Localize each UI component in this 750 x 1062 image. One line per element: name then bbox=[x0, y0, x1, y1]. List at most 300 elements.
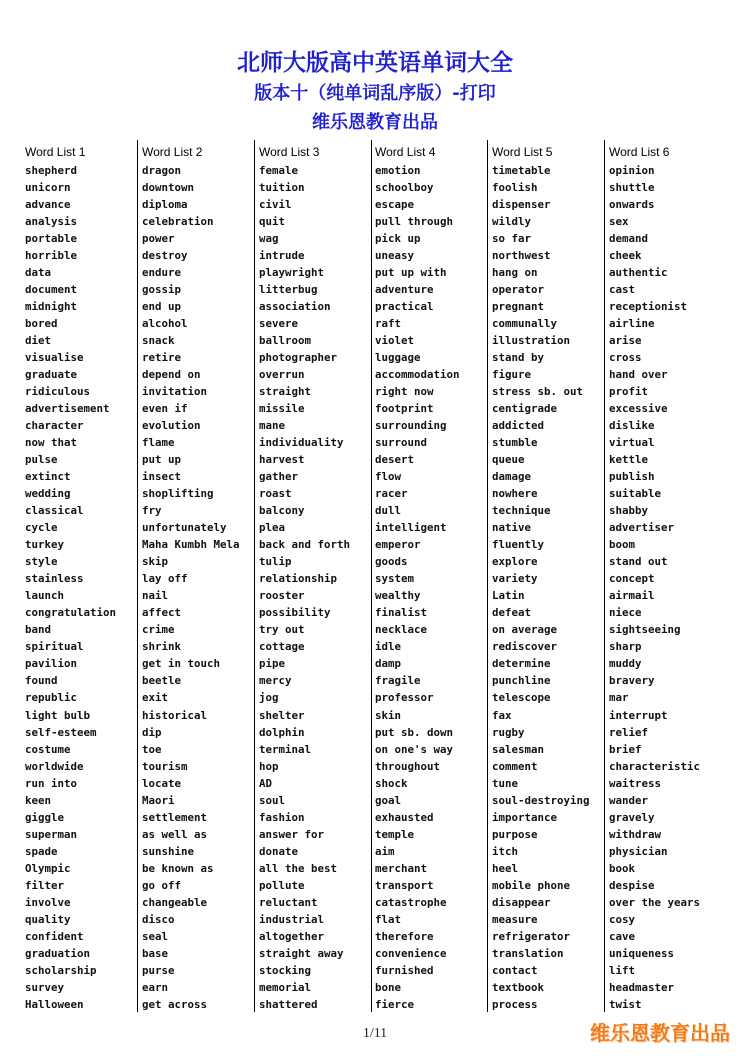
word-item: shoplifting bbox=[142, 487, 214, 501]
word-item: quality bbox=[25, 912, 71, 926]
word-item: altogether bbox=[259, 929, 325, 943]
word-item: textbook bbox=[492, 980, 545, 994]
word-item: stand out bbox=[609, 555, 668, 569]
word-item: put up bbox=[142, 453, 182, 467]
word-item: filter bbox=[25, 878, 65, 892]
word-item: disco bbox=[142, 912, 175, 926]
word-item: sightseeing bbox=[609, 623, 681, 637]
word-item: idle bbox=[375, 640, 402, 654]
word-item: illustration bbox=[492, 334, 571, 348]
word-item: itch bbox=[492, 844, 519, 858]
word-item: individuality bbox=[259, 436, 344, 450]
word-item: now that bbox=[25, 436, 78, 450]
word-item: earn bbox=[142, 980, 169, 994]
word-item: shrink bbox=[142, 640, 182, 654]
word-item: republic bbox=[25, 691, 78, 705]
word-item: hand over bbox=[609, 368, 668, 382]
word-item: wedding bbox=[25, 487, 71, 501]
word-item: profit bbox=[609, 385, 649, 399]
word-item: shelter bbox=[259, 708, 305, 722]
word-item: reluctant bbox=[259, 895, 318, 909]
word-item: virtual bbox=[609, 436, 655, 450]
word-item: desert bbox=[375, 453, 415, 467]
word-item: cast bbox=[609, 283, 636, 297]
word-item: character bbox=[25, 419, 84, 433]
word-item: stainless bbox=[25, 572, 84, 586]
word-item: pollute bbox=[259, 878, 305, 892]
word-item: system bbox=[375, 572, 415, 586]
word-item: tourism bbox=[142, 759, 188, 773]
word-item: locate bbox=[142, 776, 182, 790]
document-title: 北师大版高中英语单词大全 bbox=[237, 50, 513, 76]
word-item: shuttle bbox=[609, 181, 655, 195]
word-item: surrounding bbox=[375, 419, 447, 433]
word-item: put up with bbox=[375, 266, 447, 280]
word-item: tuition bbox=[259, 181, 305, 195]
word-item: soul bbox=[259, 793, 286, 807]
word-item: relationship bbox=[259, 572, 338, 586]
word-item: boom bbox=[609, 538, 636, 552]
word-item: skip bbox=[142, 555, 169, 569]
word-item: mar bbox=[609, 691, 629, 705]
word-item: balcony bbox=[259, 504, 305, 518]
word-item: emperor bbox=[375, 538, 421, 552]
word-list-column bbox=[375, 140, 488, 1012]
word-item: graduate bbox=[25, 368, 78, 382]
word-item: superman bbox=[25, 827, 78, 841]
word-item: surround bbox=[375, 436, 428, 450]
word-item: raft bbox=[375, 317, 402, 331]
word-item: airmail bbox=[609, 589, 655, 603]
word-item: exhausted bbox=[375, 810, 434, 824]
word-item: disappear bbox=[492, 895, 551, 909]
word-item: technique bbox=[492, 504, 551, 518]
word-item: flow bbox=[375, 470, 402, 484]
word-item: light bulb bbox=[25, 708, 91, 722]
word-item: interrupt bbox=[609, 708, 668, 722]
word-item: therefore bbox=[375, 929, 434, 943]
word-item: operator bbox=[492, 283, 545, 297]
word-item: horrible bbox=[25, 249, 78, 263]
word-item: refrigerator bbox=[492, 929, 571, 943]
word-item: fry bbox=[142, 504, 162, 518]
word-item: necklace bbox=[375, 623, 428, 637]
word-item: adventure bbox=[375, 283, 434, 297]
word-item: hop bbox=[259, 759, 279, 773]
word-list-title: Word List 4 bbox=[375, 145, 436, 159]
word-item: unfortunately bbox=[142, 521, 227, 535]
word-item: retire bbox=[142, 351, 182, 365]
word-item: invitation bbox=[142, 385, 208, 399]
word-list-title: Word List 6 bbox=[609, 145, 670, 159]
word-item: industrial bbox=[259, 912, 325, 926]
word-item: fragile bbox=[375, 674, 421, 688]
word-item: explore bbox=[492, 555, 538, 569]
word-item: keen bbox=[25, 793, 52, 807]
word-item: Halloween bbox=[25, 997, 84, 1011]
word-item: bone bbox=[375, 980, 402, 994]
word-item: settlement bbox=[142, 810, 208, 824]
word-item: celebration bbox=[142, 215, 214, 229]
word-item: answer for bbox=[259, 827, 325, 841]
word-item: addicted bbox=[492, 419, 545, 433]
word-item: escape bbox=[375, 198, 415, 212]
word-item: gossip bbox=[142, 283, 182, 297]
word-item: try out bbox=[259, 623, 305, 637]
word-item: overrun bbox=[259, 368, 305, 382]
word-list-column bbox=[259, 140, 372, 1012]
word-item: unicorn bbox=[25, 181, 71, 195]
word-list-column bbox=[492, 140, 605, 1012]
word-item: on one's way bbox=[375, 742, 454, 756]
word-item: historical bbox=[142, 708, 208, 722]
word-item: translation bbox=[492, 946, 564, 960]
word-item: nail bbox=[142, 589, 169, 603]
word-item: headmaster bbox=[609, 980, 675, 994]
word-item: go off bbox=[142, 878, 182, 892]
word-item: bored bbox=[25, 317, 58, 331]
word-item: sex bbox=[609, 215, 629, 229]
word-item: brief bbox=[609, 742, 642, 756]
word-item: so far bbox=[492, 232, 532, 246]
word-item: pick up bbox=[375, 232, 421, 246]
word-item: communally bbox=[492, 317, 558, 331]
word-item: pavilion bbox=[25, 657, 78, 671]
word-item: uniqueness bbox=[609, 946, 675, 960]
word-item: native bbox=[492, 521, 532, 535]
word-item: photographer bbox=[259, 351, 338, 365]
word-item: cross bbox=[609, 351, 642, 365]
word-item: emotion bbox=[375, 164, 421, 177]
word-item: importance bbox=[492, 810, 558, 824]
word-item: bravery bbox=[609, 674, 655, 688]
word-item: flame bbox=[142, 436, 175, 450]
word-item: stress sb. out bbox=[492, 385, 584, 399]
word-item: hang on bbox=[492, 266, 538, 280]
word-item: intelligent bbox=[375, 521, 447, 535]
word-item: endure bbox=[142, 266, 182, 280]
word-item: exit bbox=[142, 691, 169, 705]
word-item: power bbox=[142, 232, 175, 246]
word-item: soul-destroying bbox=[492, 793, 590, 807]
word-item: pulse bbox=[25, 453, 58, 467]
word-item: data bbox=[25, 266, 52, 280]
word-item: shepherd bbox=[25, 164, 78, 177]
word-item: association bbox=[259, 300, 331, 314]
word-item: northwest bbox=[492, 249, 551, 263]
word-list-title: Word List 1 bbox=[25, 145, 86, 159]
word-item: goal bbox=[375, 793, 402, 807]
word-item: dolphin bbox=[259, 725, 305, 739]
word-item: document bbox=[25, 283, 78, 297]
word-item: flat bbox=[375, 912, 402, 926]
word-item: advertisement bbox=[25, 402, 110, 416]
word-item: measure bbox=[492, 912, 538, 926]
word-item: footprint bbox=[375, 402, 434, 416]
word-item: worldwide bbox=[25, 759, 84, 773]
word-item: merchant bbox=[375, 861, 428, 875]
word-item: luggage bbox=[375, 351, 421, 365]
word-item: twist bbox=[609, 997, 642, 1011]
word-item: put sb. down bbox=[375, 725, 454, 739]
word-item: purse bbox=[142, 963, 175, 977]
word-item: dip bbox=[142, 725, 162, 739]
word-item: violet bbox=[375, 334, 415, 348]
word-item: spade bbox=[25, 844, 58, 858]
word-item: wealthy bbox=[375, 589, 421, 603]
word-item: telescope bbox=[492, 691, 551, 705]
word-item: purpose bbox=[492, 827, 538, 841]
word-item: rooster bbox=[259, 589, 305, 603]
word-item: advance bbox=[25, 198, 71, 212]
word-item: evolution bbox=[142, 419, 201, 433]
word-item: schoolboy bbox=[375, 181, 434, 195]
word-item: cottage bbox=[259, 640, 305, 654]
word-item: depend on bbox=[142, 368, 201, 382]
word-item: heel bbox=[492, 861, 519, 875]
word-item: all the best bbox=[259, 861, 338, 875]
word-item: sharp bbox=[609, 640, 642, 654]
word-item: muddy bbox=[609, 657, 642, 671]
word-item: comment bbox=[492, 759, 538, 773]
word-item: turkey bbox=[25, 538, 65, 552]
word-item: suitable bbox=[609, 487, 662, 501]
word-item: queue bbox=[492, 453, 525, 467]
word-item: nowhere bbox=[492, 487, 538, 501]
word-item: advertiser bbox=[609, 521, 675, 535]
word-item: fluently bbox=[492, 538, 545, 552]
word-item: wildly bbox=[492, 215, 532, 229]
word-item: snack bbox=[142, 334, 175, 348]
word-item: back and forth bbox=[259, 538, 351, 552]
word-item: withdraw bbox=[609, 827, 662, 841]
word-list-title: Word List 5 bbox=[492, 145, 553, 159]
word-item: changeable bbox=[142, 895, 208, 909]
word-item: stocking bbox=[259, 963, 312, 977]
word-item: portable bbox=[25, 232, 78, 246]
word-item: damage bbox=[492, 470, 532, 484]
word-item: launch bbox=[25, 589, 65, 603]
word-item: seal bbox=[142, 929, 169, 943]
word-list bbox=[492, 162, 590, 1013]
word-item: found bbox=[25, 674, 58, 688]
word-item: professor bbox=[375, 691, 434, 705]
word-list bbox=[25, 162, 116, 1013]
word-item: salesman bbox=[492, 742, 545, 756]
word-item: memorial bbox=[259, 980, 312, 994]
word-item: niece bbox=[609, 606, 642, 620]
word-item: contact bbox=[492, 963, 538, 977]
word-item: kettle bbox=[609, 453, 649, 467]
word-item: ridiculous bbox=[25, 385, 91, 399]
word-item: sunshine bbox=[142, 844, 195, 858]
word-item: transport bbox=[375, 878, 434, 892]
word-list bbox=[375, 162, 460, 1013]
word-item: publish bbox=[609, 470, 655, 484]
word-item: pregnant bbox=[492, 300, 545, 314]
word-item: gravely bbox=[609, 810, 655, 824]
word-item: intrude bbox=[259, 249, 305, 263]
word-item: airline bbox=[609, 317, 655, 331]
word-item: missile bbox=[259, 402, 305, 416]
word-item: midnight bbox=[25, 300, 78, 314]
word-item: alcohol bbox=[142, 317, 188, 331]
publisher-watermark: 维乐恩教育出品 bbox=[590, 1021, 730, 1045]
word-item: cosy bbox=[609, 912, 636, 926]
word-item: dislike bbox=[609, 419, 655, 433]
page-number: 1/11 bbox=[362, 1026, 388, 1041]
word-item: pipe bbox=[259, 657, 286, 671]
word-list-title: Word List 3 bbox=[259, 145, 320, 159]
word-item: pull through bbox=[375, 215, 454, 229]
word-item: uneasy bbox=[375, 249, 415, 263]
word-item: litterbug bbox=[259, 283, 318, 297]
word-item: get in touch bbox=[142, 657, 221, 671]
word-item: end up bbox=[142, 300, 182, 314]
word-item: dragon bbox=[142, 164, 182, 177]
word-item: straight bbox=[259, 385, 312, 399]
word-item: on average bbox=[492, 623, 558, 637]
word-item: scholarship bbox=[25, 963, 97, 977]
word-item: arise bbox=[609, 334, 642, 348]
word-item: punchline bbox=[492, 674, 551, 688]
word-item: fierce bbox=[375, 997, 415, 1011]
word-item: accommodation bbox=[375, 368, 460, 382]
word-item: even if bbox=[142, 402, 188, 416]
word-item: opinion bbox=[609, 164, 655, 177]
word-item: excessive bbox=[609, 402, 668, 416]
word-item: mobile phone bbox=[492, 878, 571, 892]
word-item: furnished bbox=[375, 963, 434, 977]
word-item: wander bbox=[609, 793, 649, 807]
word-item: over the years bbox=[609, 895, 701, 909]
word-item: Latin bbox=[492, 589, 525, 603]
word-item: toe bbox=[142, 742, 162, 756]
word-list bbox=[259, 162, 350, 1013]
word-item: destroy bbox=[142, 249, 188, 263]
word-item: timetable bbox=[492, 164, 551, 177]
word-item: centigrade bbox=[492, 402, 558, 416]
word-item: possibility bbox=[259, 606, 331, 620]
word-item: convenience bbox=[375, 946, 447, 960]
word-item: catastrophe bbox=[375, 895, 447, 909]
word-list-column bbox=[25, 140, 138, 1012]
word-item: diploma bbox=[142, 198, 188, 212]
word-item: authentic bbox=[609, 266, 668, 280]
word-item: stumble bbox=[492, 436, 538, 450]
word-item: lift bbox=[609, 963, 636, 977]
word-item: female bbox=[259, 164, 299, 177]
word-item: insect bbox=[142, 470, 182, 484]
word-item: damp bbox=[375, 657, 402, 671]
word-item: shabby bbox=[609, 504, 649, 518]
word-item: demand bbox=[609, 232, 649, 246]
word-item: wag bbox=[259, 232, 279, 246]
word-item: civil bbox=[259, 198, 292, 212]
word-item: receptionist bbox=[609, 300, 688, 314]
word-item: crime bbox=[142, 623, 175, 637]
word-item: tune bbox=[492, 776, 519, 790]
word-item: get across bbox=[142, 997, 208, 1011]
document-subtitle: 版本十（纯单词乱序版）-打印 bbox=[254, 83, 496, 104]
word-item: despise bbox=[609, 878, 655, 892]
word-item: lay off bbox=[142, 572, 188, 586]
word-item: characteristic bbox=[609, 759, 701, 773]
word-item: extinct bbox=[25, 470, 71, 484]
word-item: stand by bbox=[492, 351, 545, 365]
word-item: waitress bbox=[609, 776, 662, 790]
word-item: terminal bbox=[259, 742, 312, 756]
word-item: Maori bbox=[142, 793, 175, 807]
word-item: confident bbox=[25, 929, 84, 943]
word-item: racer bbox=[375, 487, 408, 501]
word-item: visualise bbox=[25, 351, 84, 365]
word-item: physician bbox=[609, 844, 668, 858]
word-item: onwards bbox=[609, 198, 655, 212]
word-item: book bbox=[609, 861, 636, 875]
word-item: analysis bbox=[25, 215, 78, 229]
word-item: graduation bbox=[25, 946, 91, 960]
word-item: cave bbox=[609, 929, 636, 943]
word-item: congratulation bbox=[25, 606, 117, 620]
word-item: giggle bbox=[25, 810, 65, 824]
word-item: costume bbox=[25, 742, 71, 756]
word-item: base bbox=[142, 946, 169, 960]
word-item: process bbox=[492, 997, 538, 1011]
word-item: playwright bbox=[259, 266, 325, 280]
word-item: determine bbox=[492, 657, 551, 671]
word-item: as well as bbox=[142, 827, 208, 841]
word-item: Olympic bbox=[25, 861, 71, 875]
word-list-column bbox=[142, 140, 255, 1012]
word-item: style bbox=[25, 555, 58, 569]
word-item: figure bbox=[492, 368, 532, 382]
word-item: spiritual bbox=[25, 640, 84, 654]
word-item: rediscover bbox=[492, 640, 558, 654]
word-item: fax bbox=[492, 708, 512, 722]
word-item: variety bbox=[492, 572, 538, 586]
word-item: mercy bbox=[259, 674, 292, 688]
word-item: cycle bbox=[25, 521, 58, 535]
word-item: ballroom bbox=[259, 334, 312, 348]
word-item: harvest bbox=[259, 453, 305, 467]
word-item: roast bbox=[259, 487, 292, 501]
word-item: tulip bbox=[259, 555, 292, 569]
word-item: relief bbox=[609, 725, 649, 739]
word-item: jog bbox=[259, 691, 279, 705]
word-list bbox=[609, 162, 700, 1013]
word-item: straight away bbox=[259, 946, 344, 960]
word-item: run into bbox=[25, 776, 78, 790]
word-item: fashion bbox=[259, 810, 305, 824]
word-item: quit bbox=[259, 215, 286, 229]
word-item: cheek bbox=[609, 249, 642, 263]
word-item: beetle bbox=[142, 674, 182, 688]
word-item: skin bbox=[375, 708, 402, 722]
word-item: affect bbox=[142, 606, 182, 620]
word-item: goods bbox=[375, 555, 408, 569]
word-item: shock bbox=[375, 776, 408, 790]
word-item: band bbox=[25, 623, 52, 637]
word-item: temple bbox=[375, 827, 415, 841]
word-item: severe bbox=[259, 317, 299, 331]
word-item: diet bbox=[25, 334, 52, 348]
word-item: rugby bbox=[492, 725, 525, 739]
word-item: practical bbox=[375, 300, 434, 314]
word-item: downtown bbox=[142, 181, 195, 195]
word-item: defeat bbox=[492, 606, 532, 620]
word-item: gather bbox=[259, 470, 299, 484]
